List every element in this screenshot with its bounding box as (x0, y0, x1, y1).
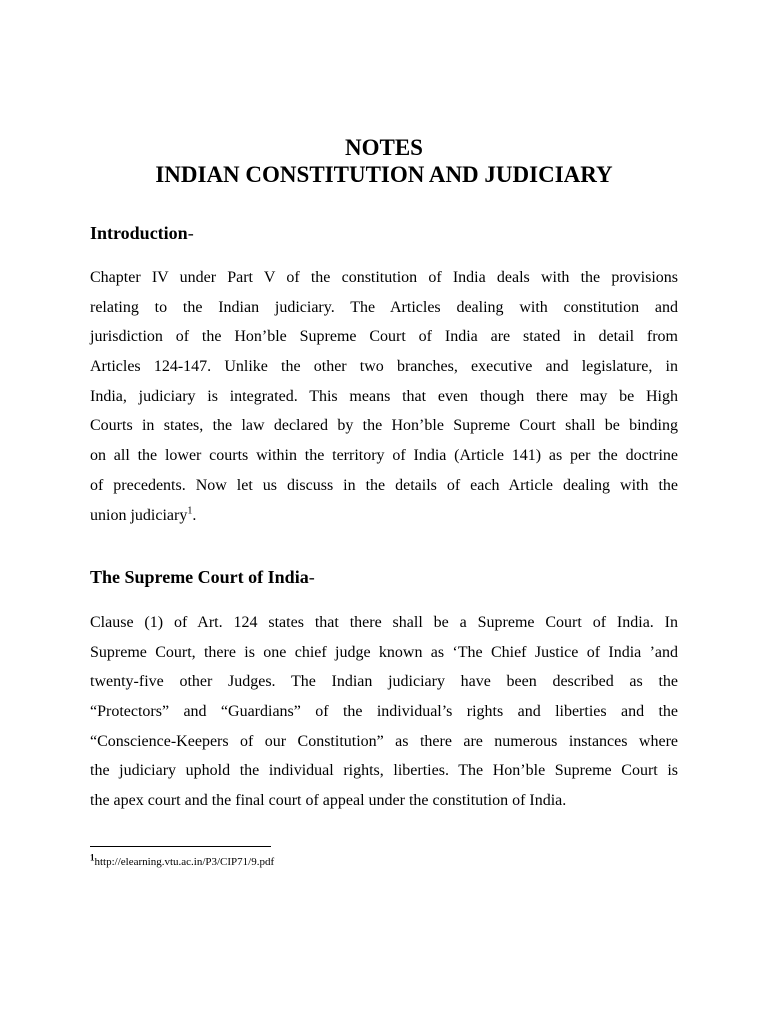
sc-line-2: Supreme Court, there is one chief judge known as ‘The Chief Justice of India ’and (90, 643, 678, 661)
heading-introduction-dash: - (187, 223, 194, 243)
footnote-reference: 1 (187, 505, 193, 517)
sc-line-7: the apex court and the final court of appeal under the constitution of India. (90, 792, 567, 810)
sc-line-5: “Conscience-Keepers of our Constitution” as there are numerous instances where (90, 732, 678, 750)
intro-line-1: Chapter IV under Part V of the constitution of India deals with the provisions (90, 269, 678, 286)
heading-supreme-court (90, 566, 315, 588)
sc-line-6: the judiciary uphold the individual rights, liberties. The Hon’ble Supreme Court is (90, 762, 678, 780)
footnote (90, 852, 275, 869)
footnote-separator (90, 846, 271, 847)
paragraph-supreme-court (90, 608, 678, 816)
sc-line-3: twenty-five other Judges. The Indian judiciary have been described as the (90, 673, 678, 691)
document-title (0, 134, 768, 188)
intro-last-text: union judiciary (90, 506, 188, 524)
intro-last-period: . (192, 506, 197, 524)
footnote-link-text: http://elearning.vtu.ac.in/P3/CIP71/9.pdf (94, 856, 275, 868)
intro-line-6: Courts in states, the law declared by the Hon’ble Supreme Court shall be binding (90, 417, 678, 435)
intro-line-4: Articles 124-147. Unlike the other two branches, executive and legislature, in (90, 358, 678, 376)
sc-line-4: “Protectors” and “Guardians” of the individual’s rights and liberties and the (90, 703, 678, 721)
title-notes: NOTES (345, 135, 423, 160)
intro-line-3: jurisdiction of the Hon’ble Supreme Court of India are stated in detail from (90, 328, 678, 346)
footnote-mark: 1 (90, 852, 95, 863)
intro-line-5: India, judiciary is integrated. This means that even though there may be High (90, 387, 678, 405)
intro-line-9 (90, 501, 678, 531)
intro-line-8: of precedents. Now let us discuss in the details of each Article dealing with the (90, 476, 678, 494)
intro-line-2: relating to the Indian judiciary. The Articles dealing with constitution and (90, 298, 678, 316)
heading-introduction (90, 222, 194, 244)
heading-introduction-text: Introduction (90, 223, 188, 243)
heading-supreme-court-dash: - (308, 567, 315, 587)
title-subject: INDIAN CONSTITUTION AND JUDICIARY (155, 162, 613, 187)
heading-supreme-court-text: The Supreme Court of India (90, 567, 309, 587)
intro-line-7: on all the lower courts within the territory of India (Article 141) as per the doctrine (90, 447, 678, 465)
sc-line-1: Clause (1) of Art. 124 states that there shall be a Supreme Court of India. In (90, 614, 678, 631)
paragraph-introduction (90, 263, 678, 530)
